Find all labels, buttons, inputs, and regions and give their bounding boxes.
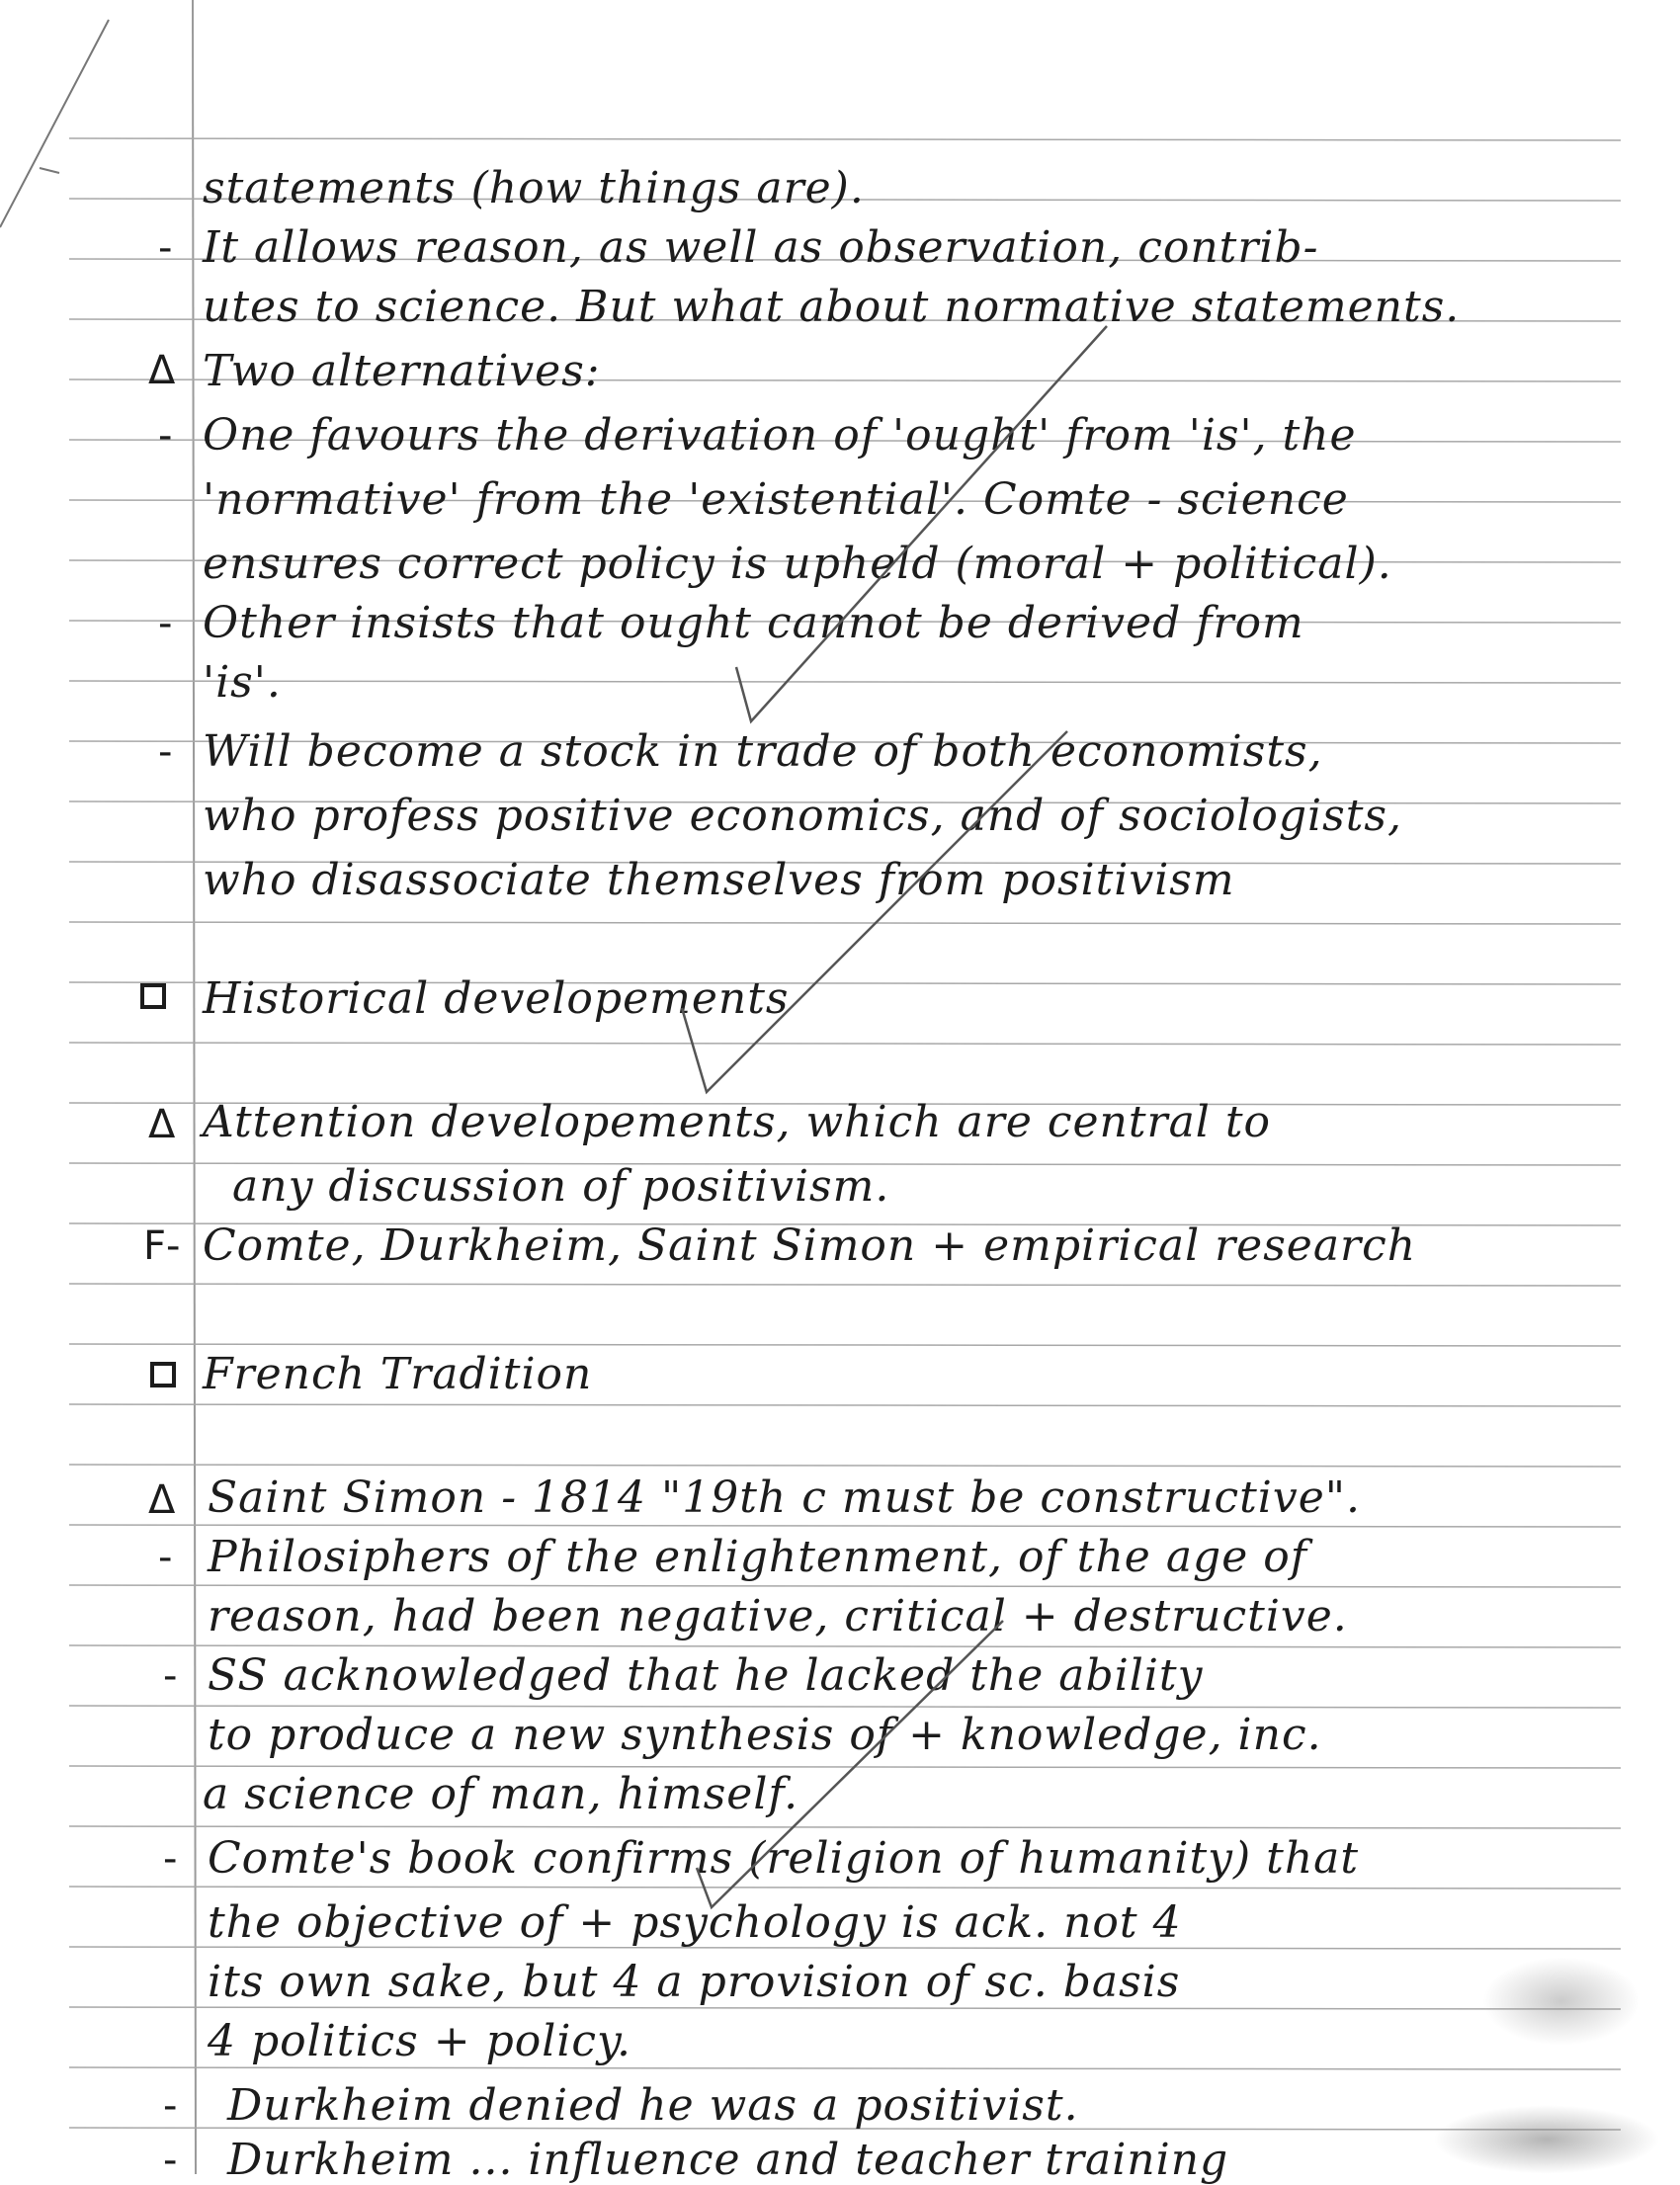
note-line-2: It allows reason, as well as observation, contrib-: [203, 222, 1319, 273]
note-line-5: One favours the derivation of 'ought' from 'is', the: [203, 410, 1357, 461]
ruled-line: [69, 1887, 1621, 1889]
ruled-line: [69, 1404, 1621, 1406]
note-line-23: a science of man, himself.: [203, 1769, 799, 1819]
triangle-marker: Δ: [148, 1102, 176, 1147]
ruled-line: [69, 1284, 1621, 1286]
note-line-3: utes to science. But what about normative statements.: [203, 282, 1461, 332]
triangle-marker: Δ: [148, 1477, 176, 1523]
ruled-line: [69, 1344, 1621, 1346]
note-line-16: Comte, Durkheim, Saint Simon + empirical research: [203, 1220, 1417, 1271]
note-line-9: 'is'.: [203, 657, 282, 708]
dash-marker: -: [158, 1535, 173, 1580]
checkbox-icon: [150, 1362, 176, 1387]
note-line-15: any discussion of positivism.: [232, 1161, 890, 1212]
note-line-25: the objective of + psychology is ack. not 4: [208, 1897, 1182, 1948]
ruled-line: [69, 1766, 1621, 1768]
note-line-7: ensures correct policy is upheld (moral + political).: [203, 539, 1392, 589]
note-line-18: Saint Simon - 1814 "19th c must be constructive".: [208, 1472, 1362, 1523]
note-line-21: SS acknowledged that he lacked the ability: [208, 1650, 1204, 1701]
note-line-12: who disassociate themselves from positivism: [203, 855, 1235, 905]
note-line-14: Attention developements, which are central to: [203, 1097, 1272, 1147]
checkbox-icon: [140, 983, 166, 1009]
section-heading-historical: Historical developements: [203, 973, 790, 1024]
note-line-26: its own sake, but 4 a provision of sc. basis: [208, 1957, 1181, 2007]
ruled-line: [69, 1465, 1621, 1467]
ruled-line: [69, 1706, 1621, 1708]
dash-marker: -: [158, 413, 173, 459]
note-line-29: Durkheim ... influence and teacher training: [227, 2135, 1229, 2185]
triangle-marker: Δ: [148, 348, 176, 393]
note-line-19: Philosiphers of the enlightenment, of the age of: [208, 1532, 1308, 1582]
dash-marker: -: [163, 2138, 178, 2183]
note-line-6: 'normative' from the 'existential'. Comte - science: [203, 474, 1349, 525]
ruled-line: [69, 2067, 1621, 2069]
note-line-10: Will become a stock in trade of both economists,: [203, 726, 1323, 777]
ruled-line: [69, 1826, 1621, 1828]
dash-marker: -: [163, 2083, 178, 2129]
note-line-11: who profess positive economics, and of sociologists,: [203, 791, 1402, 841]
dash-marker: -: [163, 1653, 178, 1699]
ruled-line: [69, 681, 1621, 683]
margin-line: [193, 0, 196, 2174]
ruled-line: [69, 922, 1621, 924]
note-line-4: Two alternatives:: [203, 346, 601, 396]
ink-smudge: [1433, 2105, 1660, 2174]
dash-marker: -: [163, 1836, 178, 1882]
note-line-1: statements (how things are).: [203, 163, 865, 213]
note-line-22: to produce a new synthesis of + knowledge, inc.: [208, 1710, 1322, 1760]
section-heading-french: French Tradition: [203, 1349, 593, 1399]
note-line-20: reason, had been negative, critical + destructive.: [208, 1591, 1348, 1641]
ruled-line: [69, 138, 1621, 140]
ruled-line: [69, 1585, 1621, 1587]
ruled-line: [69, 1043, 1621, 1045]
note-line-8: Other insists that ought cannot be derived from: [203, 598, 1304, 648]
ruled-line: [69, 1645, 1621, 1647]
ink-smudge: [1482, 1957, 1640, 2046]
ruled-line: [69, 2007, 1621, 2009]
dash-marker: -: [158, 225, 173, 271]
ruled-line: [69, 1525, 1621, 1527]
note-line-28: Durkheim denied he was a positivist.: [227, 2080, 1079, 2131]
f-dash-marker: F-: [143, 1223, 181, 1269]
note-line-24: Comte's book confirms (religion of humanity) that: [208, 1833, 1360, 1884]
dash-marker: -: [158, 601, 173, 646]
dash-marker: -: [158, 729, 173, 775]
note-line-27: 4 politics + policy.: [208, 2016, 632, 2066]
